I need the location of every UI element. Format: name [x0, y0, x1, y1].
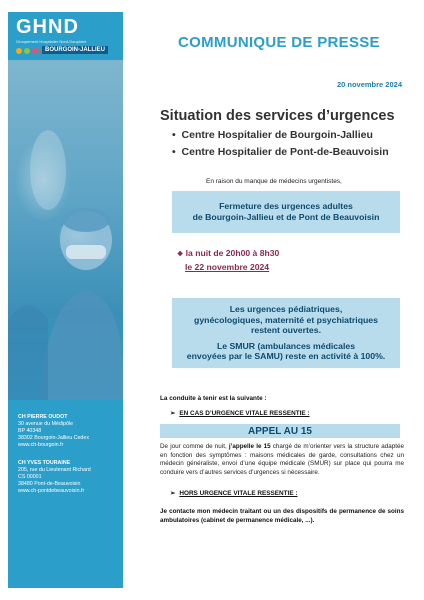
conduct-heading: La conduite à tenir est la suivante : — [160, 395, 267, 402]
logo-dot — [32, 48, 38, 54]
address-oudot — [18, 414, 89, 449]
call-15-box: APPEL AU 15 — [160, 424, 400, 438]
closure-line: de Bourgoin-Jallieu et de Pont de Beauvoisin — [192, 212, 380, 222]
vital-label-text: EN CAS D’URGENCE VITALE RESSENTIE : — [179, 410, 310, 417]
bullet-item: • Centre Hospitalier de Pont-de-Beauvoisin — [172, 146, 389, 158]
vital-text-post: chargé de m’orienter vers la structure adaptée en fonction des symptômes : maisons médicales de garde, consultations chez un médecin généraliste, envoi d’une équipe médicale (SMUR) sur place qui pourra me conduire vers d’autres services d’urgences si nécessaire. — [160, 443, 404, 476]
vital-text-bold: j’appelle le 15 — [228, 443, 271, 450]
arrow-right-icon: ➢ — [170, 410, 176, 417]
situation-heading: Situation des services d’urgences — [160, 108, 395, 124]
bullet-item: • Centre Hospitalier de Bourgoin-Jallieu — [172, 129, 373, 141]
open-line: gynécologiques, maternité et psychiatriques — [194, 314, 378, 325]
non-vital-label — [170, 489, 297, 497]
schedule-text: la nuit de 20h00 à 8h30 — [185, 248, 280, 258]
diamond-icon: ❖ — [177, 251, 184, 258]
bullet-text: Centre Hospitalier de Bourgoin-Jallieu — [181, 129, 373, 141]
intro-text: En raison du manque de médecins urgentistes, — [206, 178, 342, 185]
website-link[interactable]: www.ch-bourgoin.fr — [18, 442, 64, 448]
sidebar — [8, 12, 123, 588]
non-vital-paragraph: Je contacte mon médecin traitant ou un des dispositifs de permanence de soins ambulatoires (cabinet de permanence médicale, ...). — [160, 508, 404, 524]
vital-text-pre: De jour comme de nuit, — [160, 443, 229, 450]
address-line: 205, rue du Lieutenant Richard — [18, 467, 91, 473]
open-line: Les urgences pédiatriques, — [229, 304, 343, 315]
address-line: 38480 Pont-de-Beauvoisin — [18, 481, 81, 487]
closure-box — [172, 191, 400, 233]
smur-line: Le SMUR (ambulances médicales — [216, 340, 356, 351]
hospital-name: CH PIERRE OUDOT — [18, 414, 68, 420]
address-touraine — [18, 460, 91, 495]
bullet-text: Centre Hospitalier de Pont-de-Beauvoisin — [181, 146, 389, 158]
closure-line: Fermeture des urgences adultes — [219, 201, 353, 211]
address-line: 30 avenue du Médipôle — [18, 421, 74, 427]
schedule-date: le 22 novembre 2024 — [185, 262, 270, 272]
medical-staff-photo — [8, 60, 123, 400]
open-line: restent ouvertes. — [250, 325, 321, 336]
vital-paragraph — [160, 443, 404, 477]
logo-dot — [24, 48, 30, 54]
arrow-right-icon: ➢ — [170, 490, 176, 497]
vital-emergency-label — [170, 409, 310, 417]
page-title: COMMUNIQUE DE PRESSE — [178, 34, 380, 51]
non-vital-label-text: HORS URGENCE VITALE RESSENTIE : — [179, 490, 298, 497]
address-line: CS 00001 — [18, 474, 42, 480]
surgeon-illustration — [8, 60, 123, 400]
address-line: 38302 Bourgoin-Jallieu Cedex — [18, 435, 89, 441]
address-line: BP 40348 — [18, 428, 42, 434]
main-content — [130, 0, 424, 600]
logo-dot — [16, 48, 22, 54]
open-services-box — [172, 298, 400, 368]
schedule-line — [177, 248, 279, 258]
logo-text: GHND — [16, 16, 79, 38]
logo-city: BOURGOIN-JALLIEU — [42, 46, 108, 54]
website-link[interactable]: www.ch-pontdebeauvoisin.fr — [18, 488, 85, 494]
press-date: 20 novembre 2024 — [336, 80, 402, 89]
hospital-name: CH YVES TOURAINE — [18, 460, 71, 466]
logo — [8, 12, 123, 60]
logo-subtitle: Groupement Hospitalier Nord-Dauphiné — [16, 39, 87, 44]
smur-line: envoyées par le SAMU) reste en activité à 100%. — [186, 351, 386, 362]
